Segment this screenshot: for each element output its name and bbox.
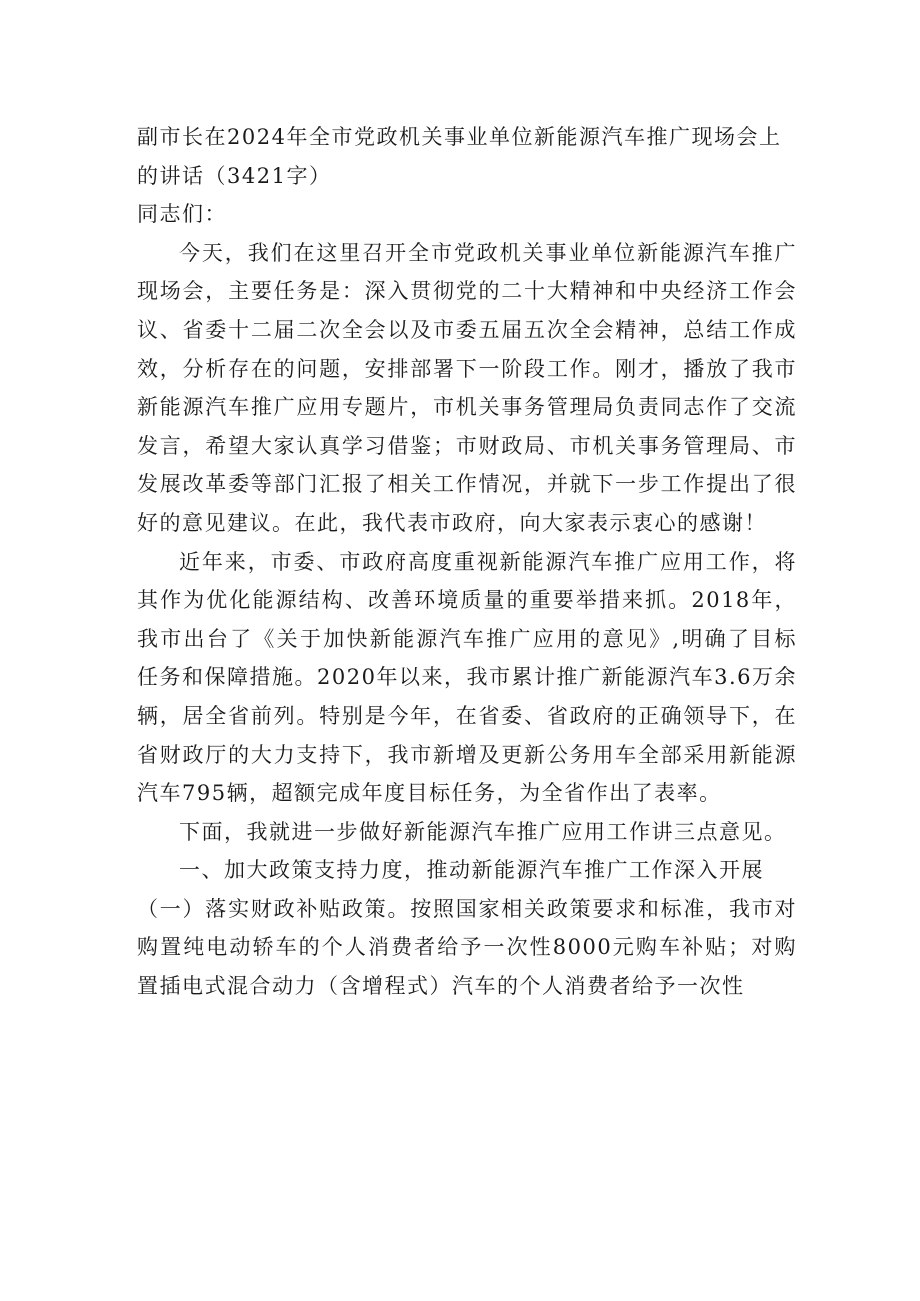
paragraph-opening: 今天，我们在这里召开全市党政机关事业单位新能源汽车推广现场会，主要任务是：深入贯彻党的二十大精神和中央经济工作会议、省委十二届二次全会以及市委五届五次全会精神，总结工作成效，分析存在的问题，安排部署下一阶段工作。刚才，播放了我市新能源汽车推广应用专题片，市机关事务管理局负责同志作了交流发言，希望大家认真学习借鉴；市财政局、市机关事务管理局、市发展改革委等部门汇报了相关工作情况，并就下一步工作提出了很好的意见建议。在此，我代表市政府，向大家表示衷心的感谢！	[137, 240, 797, 535]
subsection-paragraph: （一）落实财政补贴政策。按照国家相关政策要求和标准，我市对购置纯电动轿车的个人消费者给予一次性8000元购车补贴；对购置插电式混合动力（含增程式）汽车的个人消费者给予一次性	[137, 896, 797, 999]
paragraph-transition: 下面，我就进一步做好新能源汽车推广应用工作讲三点意见。	[179, 819, 787, 844]
document-title: 副市长在2024年全市党政机关事业单位新能源汽车推广现场会上的讲话（3421字）	[137, 125, 782, 188]
document-body	[137, 118, 797, 1006]
salutation: 同志们：	[137, 202, 227, 227]
paragraph-achievements: 近年来，市委、市政府高度重视新能源汽车推广应用工作，将其作为优化能源结构、改善环境质量的重要举措来抓。2018年，我市出台了《关于加快新能源汽车推广应用的意见》,明确了目标任务和保障措施。2020年以来，我市累计推广新能源汽车3.6万余辆，居全省前列。特别是今年，在省委、省政府的正确领导下，在省财政厅的大力支持下，我市新增及更新公务用车全部采用新能源汽车795辆，超额完成年度目标任务，为全省作出了表率。	[137, 549, 797, 806]
section-heading: 一、加大政策支持力度，推动新能源汽车推广工作深入开展	[179, 858, 764, 883]
